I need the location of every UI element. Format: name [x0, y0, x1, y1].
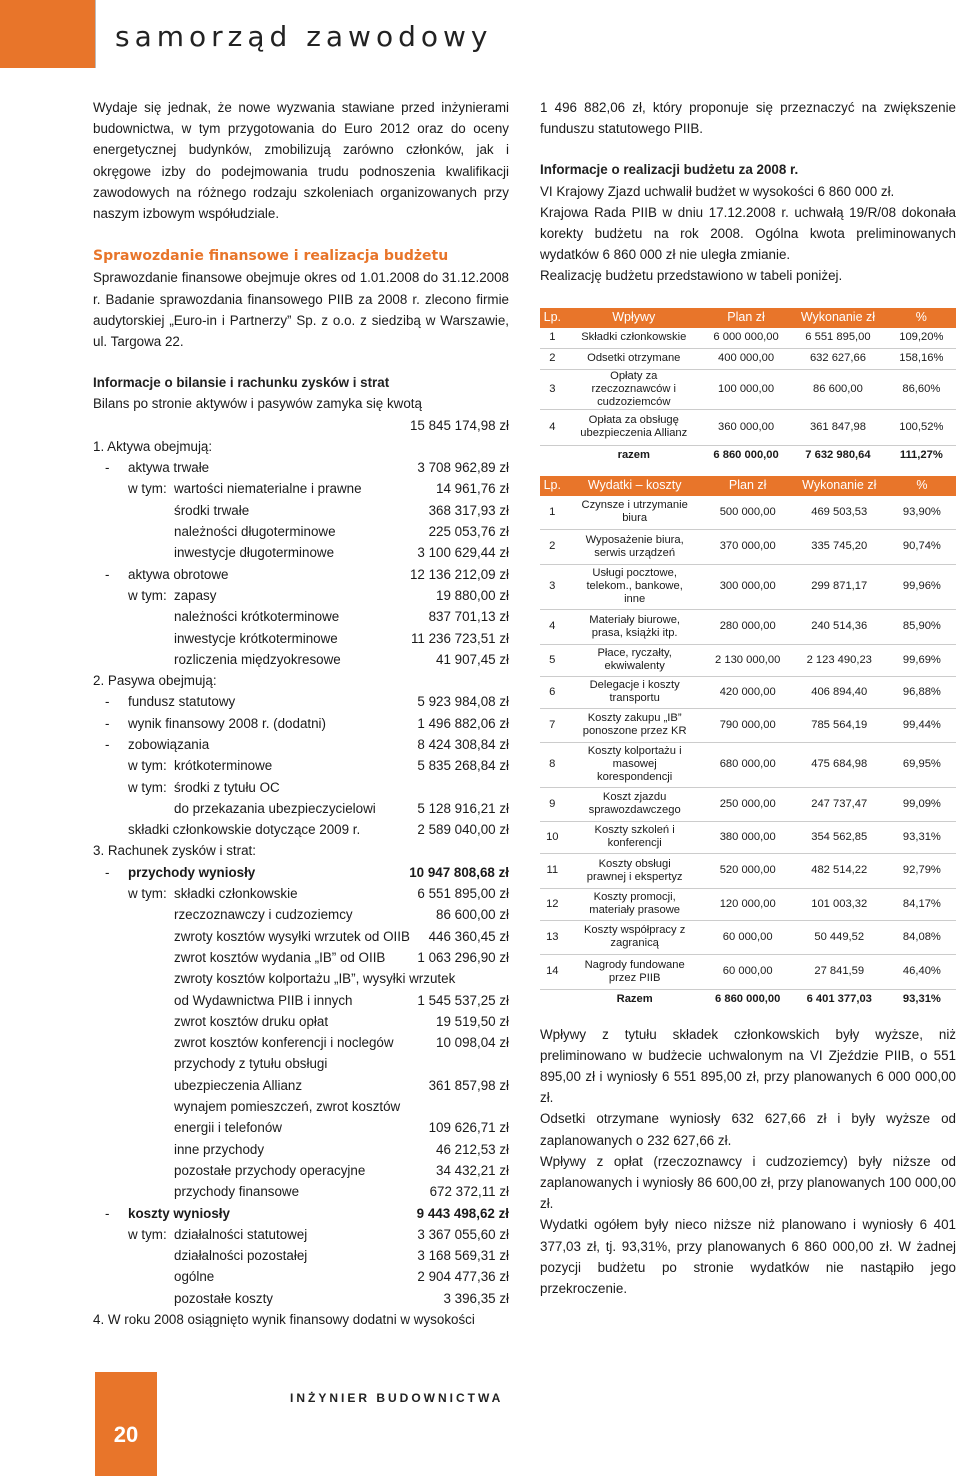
- table-cell: 12: [546, 897, 559, 910]
- line-label: przychody z tytułu obsługi: [174, 1056, 328, 1072]
- expense-table: [540, 476, 956, 1010]
- table-row: [540, 609, 956, 644]
- table-cell: 520 000,00: [719, 864, 776, 877]
- line-value: 41 907,45 zł: [436, 651, 509, 667]
- line-label: środki z tytułu OC: [174, 779, 280, 795]
- table-cell: 93,90%: [902, 505, 941, 518]
- table-cell: Koszty obsługi prawnej i ekspertyz: [586, 857, 683, 883]
- table-cell: Koszty współpracy z zagranicą: [583, 924, 686, 950]
- table-cell: 2: [549, 352, 556, 365]
- line-value: 837 701,13 zł: [428, 609, 509, 625]
- line-label: zapasy: [174, 587, 217, 603]
- line-label: aktywa obrotowe: [128, 566, 229, 582]
- table-cell: 400 000,00: [718, 352, 775, 365]
- line-value: 34 432,21 zł: [436, 1162, 509, 1178]
- budget-paragraph-a: VI Krajowy Zjazd uchwalił budżet w wysokości 6 860 000 zł.: [540, 183, 895, 199]
- table-cell: 280 000,00: [719, 620, 776, 633]
- financial-line: [93, 1011, 509, 1032]
- line-label: przychody wyniosły: [128, 864, 256, 880]
- line-label: wynajem pomieszczeń, zwrot kosztów: [174, 1099, 401, 1115]
- table-cell: 86,60%: [902, 382, 941, 395]
- line-value: 10 947 808,68 zł: [409, 864, 509, 880]
- column-header: Lp.: [540, 476, 565, 496]
- table-cell: 3: [549, 382, 556, 395]
- line-label: składki członkowskie: [174, 886, 298, 902]
- table-cell: Opłaty za rzeczoznawców i cudzoziemców: [591, 369, 677, 408]
- column-header: Wykonanie zł: [789, 308, 886, 328]
- summary-paragraph-1: Wpływy z tytułu składek członkowskich były wyższe, niż preliminowano w budżecie uchwalonym na VI Zjeździe PIIB, o 551 895,00 zł i wyniosły 6 551 895,00 zł, przy planowanych 6 000 000,00 zł.: [540, 1026, 956, 1106]
- total-cell: razem: [617, 449, 650, 462]
- financial-report-heading: Sprawozdanie finansowe i realizacja budżetu: [93, 248, 449, 265]
- bullet-dash: -: [105, 737, 110, 752]
- line-label: aktywa trwałe: [128, 460, 210, 476]
- table-cell: 354 562,85: [811, 830, 868, 843]
- financial-line: [93, 1032, 509, 1053]
- financial-line: [93, 521, 509, 542]
- financial-line: [93, 755, 509, 776]
- financial-line: [93, 1309, 509, 1330]
- line-value: 368 317,93 zł: [428, 502, 509, 518]
- line-value: 5 923 984,08 zł: [417, 694, 509, 710]
- table-cell: 6 551 895,00: [805, 331, 871, 344]
- table-cell: 2 130 000,00: [715, 653, 781, 666]
- line-label: wynik finansowy 2008 r. (dodatni): [128, 715, 326, 731]
- financial-line: [93, 926, 509, 947]
- summary-paragraph-4: Wydatki ogółem były nieco niższe niż planowano i wyniosły 6 401 377,03 zł, tj. 93,31%, przy planowanych 6 860 000,00 zł. W żadnej pozycji budżetu po stronie wydatków nie nastąpiło jego przekroczenie.: [540, 1217, 956, 1297]
- table-cell: 6: [549, 685, 556, 698]
- financial-line: [93, 1075, 509, 1096]
- line-label: wartości niematerialne i prawne: [174, 481, 362, 497]
- line-value: 1 545 537,25 zł: [417, 992, 509, 1008]
- table-cell: Materiały biurowe, prasa, książki itp.: [589, 613, 681, 639]
- line-label: działalności statutowej: [174, 1226, 308, 1242]
- total-row: [540, 989, 956, 1010]
- column-header: Plan zł: [705, 476, 791, 496]
- line-value: 1 063 296,90 zł: [417, 949, 509, 965]
- line-value: 6 551 895,00 zł: [417, 886, 509, 902]
- budget-heading: Informacje o realizacji budżetu za 2008 r.: [540, 162, 799, 178]
- table-cell: Składki członkowskie: [581, 331, 687, 344]
- line-value: 8 424 308,84 zł: [417, 737, 509, 752]
- table-row: [540, 920, 956, 954]
- table-cell: Czynsze i utrzymanie biura: [581, 499, 688, 525]
- table-cell: 86 600,00: [813, 382, 863, 395]
- line-value: 2 589 040,00 zł: [417, 822, 509, 838]
- table-cell: 785 564,19: [811, 718, 868, 731]
- line-label: inwestycje długoterminowe: [174, 545, 335, 561]
- total-cell: 111,27%: [899, 449, 943, 462]
- table-row: [540, 529, 956, 564]
- financial-lines: [93, 436, 509, 1330]
- financial-line: [93, 1266, 509, 1287]
- financial-line: [93, 904, 509, 925]
- table-cell: [540, 989, 565, 1010]
- table-cell: 101 003,32: [811, 897, 868, 910]
- summary-paragraph-3: Wpływy z opłat (rzeczoznawcy i cudzoziemcy) były niższe od zaplanowanych i wyniosły 86 600,00 zł, przy planowanych 100 000,00 zł.: [540, 1153, 956, 1212]
- line-value: 2 904 477,36 zł: [417, 1269, 509, 1285]
- column-header: %: [887, 308, 956, 328]
- in-which-label: w tym:: [128, 587, 167, 603]
- table-cell: 361 847,98: [809, 420, 866, 433]
- financial-line: [93, 628, 509, 649]
- table-row: [540, 564, 956, 609]
- line-label: krótkoterminowe: [174, 758, 273, 774]
- bullet-dash: -: [105, 715, 110, 731]
- line-label: fundusz statutowy: [128, 694, 236, 710]
- table-cell: 250 000,00: [719, 797, 776, 810]
- table-cell: 482 514,22: [811, 864, 868, 877]
- financial-line: [93, 1053, 509, 1074]
- total-cell: 6 860 000,00: [713, 449, 779, 462]
- line-label: zobowiązania: [128, 737, 210, 752]
- table-cell: 420 000,00: [719, 685, 776, 698]
- financial-line: [93, 606, 509, 627]
- line-label: koszty wyniosły: [128, 1205, 230, 1221]
- table-cell: 790 000,00: [719, 718, 776, 731]
- table-row: [540, 496, 956, 530]
- line-value: 19 519,50 zł: [436, 1013, 509, 1029]
- line-value: 225 053,76 zł: [428, 524, 509, 540]
- table-cell: Opłata za obsługę ubezpieczenia Allianz: [580, 414, 688, 440]
- financial-line: [93, 1160, 509, 1181]
- line-label: środki trwałe: [174, 502, 250, 518]
- table-cell: Koszty kolportażu i masowej korespondencji: [587, 745, 682, 784]
- table-cell: 6 000 000,00: [713, 331, 779, 344]
- table-row: [540, 742, 956, 787]
- line-value: 3 396,35 zł: [443, 1290, 509, 1306]
- financial-line: [93, 691, 509, 712]
- table-cell: Koszty szkoleń i konferencji: [594, 824, 675, 850]
- financial-line: [93, 968, 509, 989]
- table-cell: 100 000,00: [718, 382, 775, 395]
- column-header: %: [888, 476, 956, 496]
- line-label: rozliczenia międzyokresowe: [174, 651, 341, 667]
- line-label: ogólne: [174, 1269, 215, 1285]
- table-cell: 360 000,00: [718, 420, 775, 433]
- table-cell: Wyposażenie biura, serwis urządzeń: [585, 533, 684, 559]
- financial-line: [93, 1245, 509, 1266]
- financial-line: [93, 649, 509, 670]
- table-cell: 50 449,52: [814, 930, 865, 943]
- table-cell: 380 000,00: [719, 830, 776, 843]
- line-value: 10 098,04 zł: [436, 1035, 509, 1051]
- table-cell: 60 000,00: [722, 930, 773, 943]
- line-label: inne przychody: [174, 1141, 265, 1157]
- table-cell: 5: [549, 653, 556, 666]
- table-cell: 99,69%: [902, 653, 941, 666]
- line-label: od Wydawnictwa PIIB i innych: [174, 992, 353, 1008]
- table-cell: 14: [546, 965, 559, 978]
- summary-paragraph-2: Odsetki otrzymane wyniosły 632 627,66 zł i były wyższe od zaplanowanych o 232 627,66 zł.: [540, 1111, 956, 1148]
- financial-line: [93, 883, 509, 904]
- table-cell: 3: [549, 580, 556, 593]
- table-cell: 4: [549, 420, 556, 433]
- financial-line: [93, 713, 509, 734]
- table-cell: 100,52%: [899, 420, 944, 433]
- table-cell: 8: [549, 758, 556, 771]
- line-value: 9 443 498,62 zł: [416, 1205, 509, 1221]
- table-cell: 1: [549, 331, 556, 344]
- table-cell: 99,44%: [902, 718, 941, 731]
- table-cell: 632 627,66: [809, 352, 866, 365]
- in-which-label: w tym:: [128, 481, 167, 497]
- table-cell: [540, 445, 565, 466]
- table-cell: Koszty promocji, materiały prasowe: [589, 891, 681, 917]
- total-cell: 93,31%: [902, 993, 941, 1006]
- line-value: 86 600,00 zł: [436, 907, 509, 923]
- table-cell: 85,90%: [902, 620, 941, 633]
- table-cell: 469 503,53: [811, 505, 868, 518]
- table-row: [540, 644, 956, 676]
- result-allocation-paragraph: 1 496 882,06 zł, który proponuje się przeznaczyć na zwiększenie funduszu statutowego PIIB.: [540, 100, 956, 137]
- line-value: 3 708 962,89 zł: [417, 460, 509, 476]
- financial-line: [93, 862, 509, 883]
- financial-line: [93, 947, 509, 968]
- financial-line: [93, 457, 509, 478]
- table-cell: 1: [549, 505, 556, 518]
- table-cell: 46,40%: [902, 965, 941, 978]
- table-row: [540, 787, 956, 821]
- line-label: 3. Rachunek zysków i strat:: [93, 843, 256, 859]
- table-cell: 2: [549, 540, 556, 553]
- table-cell: 92,79%: [902, 864, 941, 877]
- line-value: 1 496 882,06 zł: [417, 715, 509, 731]
- line-value: 446 360,45 zł: [428, 928, 509, 944]
- financial-line: [93, 585, 509, 606]
- table-cell: Koszty zakupu „IB” ponoszone przez KR: [582, 712, 687, 738]
- bullet-dash: -: [105, 1205, 110, 1221]
- financial-line: [93, 734, 509, 755]
- line-value: 12 136 212,09 zł: [409, 566, 509, 582]
- balance-heading: Informacje o bilansie i rachunku zysków i strat: [93, 375, 390, 391]
- header-divider: [95, 0, 96, 68]
- table-cell: 475 684,98: [811, 758, 868, 771]
- financial-line: [93, 436, 509, 457]
- financial-line: [93, 798, 509, 819]
- financial-line: [93, 670, 509, 691]
- in-which-label: w tym:: [128, 779, 167, 795]
- total-cell: Razem: [616, 993, 653, 1006]
- total-cell: 7 632 980,64: [805, 449, 871, 462]
- table-row: [540, 954, 956, 989]
- line-value: 3 100 629,44 zł: [417, 545, 509, 561]
- column-header: Wpływy: [565, 308, 703, 328]
- column-header: Wykonanie zł: [791, 476, 888, 496]
- table-cell: 680 000,00: [719, 758, 776, 771]
- table-cell: 158,16%: [899, 352, 944, 365]
- financial-line: [93, 777, 509, 798]
- line-label: do przekazania ubezpieczycielowi: [174, 800, 376, 816]
- line-value: 3 367 055,60 zł: [417, 1226, 509, 1242]
- table-cell: Usługi pocztowe, telekom., bankowe, inne: [586, 567, 683, 606]
- table-cell: 90,74%: [902, 540, 941, 553]
- income-table: [540, 308, 956, 466]
- line-label: rzeczoznawczy i cudzoziemcy: [174, 907, 353, 923]
- table-cell: 84,08%: [902, 930, 941, 943]
- table-cell: 109,20%: [899, 331, 944, 344]
- line-label: 2. Pasywa obejmują:: [93, 673, 217, 689]
- line-label: pozostałe koszty: [174, 1290, 273, 1306]
- line-value: 361 857,98 zł: [428, 1077, 509, 1093]
- line-label: energii i telefonów: [174, 1120, 282, 1136]
- line-label: pozostałe przychody operacyjne: [174, 1162, 366, 1178]
- financial-line: [93, 1181, 509, 1202]
- total-cell: 6 860 000,00: [715, 993, 781, 1006]
- financial-line: [93, 1224, 509, 1245]
- financial-line: [93, 1096, 509, 1117]
- financial-line: [93, 1203, 509, 1224]
- table-cell: 2 123 490,23: [806, 653, 872, 666]
- column-header: Plan zł: [703, 308, 789, 328]
- line-label: 4. W roku 2008 osiągnięto wynik finansowy dodatni w wysokości: [93, 1312, 475, 1328]
- table-cell: 10: [546, 830, 559, 843]
- balance-paragraph: Bilans po stronie aktywów i pasywów zamyka się kwotą: [93, 396, 422, 412]
- table-row: [540, 409, 956, 445]
- financial-line: [93, 819, 509, 840]
- bullet-dash: -: [105, 460, 110, 476]
- table-cell: 500 000,00: [719, 505, 776, 518]
- financial-line: [93, 500, 509, 521]
- table-cell: Odsetki otrzymane: [587, 352, 681, 365]
- table-cell: 370 000,00: [719, 540, 776, 553]
- table-cell: 299 871,17: [811, 580, 868, 593]
- table-cell: 93,31%: [902, 830, 941, 843]
- in-which-label: w tym:: [128, 758, 167, 774]
- line-value: 11 236 723,51 zł: [410, 630, 509, 646]
- line-value: 3 168 569,31 zł: [417, 1248, 509, 1264]
- financial-line: [93, 1288, 509, 1309]
- table-cell: 406 894,40: [811, 685, 868, 698]
- balance-total: 15 845 174,98 zł: [409, 417, 509, 433]
- line-value: 19 880,00 zł: [436, 587, 509, 603]
- table-cell: 7: [549, 718, 556, 731]
- table-row: [540, 821, 956, 853]
- budget-paragraph-b: Krajowa Rada PIIB w dniu 17.12.2008 r. uchwałą 19/R/08 dokonała korekty budżetu na rok 2008. Ogólna kwota preliminowanych wydatków 6 860 000 zł nie uległa zmianie.: [540, 204, 956, 263]
- table-cell: 27 841,59: [814, 965, 865, 978]
- table-row: [540, 853, 956, 888]
- budget-paragraph-c: Realizację budżetu przedstawiono w tabeli poniżej.: [540, 268, 843, 284]
- header-accent-block: [0, 0, 95, 68]
- table-row: [540, 348, 956, 369]
- line-value: 5 128 916,21 zł: [417, 800, 509, 816]
- bullet-dash: -: [105, 566, 110, 582]
- table-cell: Nagrody fundowane przez PIIB: [584, 958, 685, 984]
- column-header: Wydatki – koszty: [565, 476, 705, 496]
- table-cell: 247 737,47: [811, 797, 868, 810]
- table-cell: 300 000,00: [719, 580, 776, 593]
- line-label: zwrot kosztów wydania „IB” od OIIB: [174, 949, 386, 965]
- right-column: [540, 97, 956, 1299]
- total-cell: 6 401 377,03: [806, 993, 872, 1006]
- table-row: [540, 708, 956, 742]
- in-which-label: w tym:: [128, 1226, 167, 1242]
- bullet-dash: -: [105, 694, 110, 710]
- table-row: [540, 328, 956, 349]
- line-label: przychody finansowe: [174, 1184, 300, 1200]
- financial-line: [93, 840, 509, 861]
- left-column: [93, 97, 509, 1330]
- table-cell: 99,96%: [902, 580, 941, 593]
- table-cell: 13: [546, 930, 559, 943]
- financial-line: [93, 542, 509, 563]
- column-header: Lp.: [540, 308, 565, 328]
- line-label: zwrot kosztów konferencji i noclegów: [174, 1035, 394, 1051]
- table-cell: Delegacje i koszty transportu: [589, 679, 680, 705]
- financial-line: [93, 990, 509, 1011]
- table-cell: 96,88%: [902, 685, 941, 698]
- line-label: zwroty kosztów wysyłki wrzutek od OIIB: [174, 928, 410, 944]
- line-label: zwrot kosztów druku opłat: [174, 1013, 329, 1029]
- table-cell: 69,95%: [902, 758, 941, 771]
- table-cell: 120 000,00: [719, 897, 776, 910]
- financial-line: [93, 564, 509, 585]
- intro-paragraph: Wydaje się jednak, że nowe wyzwania stawiane przed inżynierami budownictwa, w tym przygotowania do Euro 2012 oraz do oceny energetycznej budynków, zmobilizują zarówno członków, jak i okręgowe izby do podejmowania trudu podnoszenia kwalifikacji zawodowych na różnego rodzaju szkoleniach organizowanych przy naszym izbowym współudziale.: [93, 100, 509, 222]
- line-value: 46 212,53 zł: [436, 1141, 509, 1157]
- table-cell: 99,09%: [902, 797, 941, 810]
- table-cell: 4: [549, 620, 556, 633]
- table-cell: 240 514,36: [811, 620, 868, 633]
- table-cell: Płace, ryczałty, ekwiwalenty: [597, 647, 672, 673]
- section-title: samorząd zawodowy: [115, 20, 493, 53]
- line-value: 109 626,71 zł: [428, 1120, 509, 1136]
- table-cell: 84,17%: [902, 897, 941, 910]
- line-label: inwestycje krótkoterminowe: [174, 630, 338, 646]
- financial-line: [93, 1139, 509, 1160]
- line-label: należności długoterminowe: [174, 524, 336, 540]
- in-which-label: w tym:: [128, 886, 167, 902]
- page-number: 20: [95, 1372, 157, 1476]
- line-value: 672 372,11 zł: [429, 1184, 509, 1200]
- line-value: 5 835 268,84 zł: [417, 758, 509, 774]
- table-cell: 60 000,00: [722, 965, 773, 978]
- table-cell: Koszt zjazdu sprawozdawczego: [588, 791, 681, 817]
- financial-line: [93, 478, 509, 499]
- table-row: [540, 888, 956, 920]
- total-row: [540, 445, 956, 466]
- line-label: składki członkowskie dotyczące 2009 r.: [128, 822, 361, 838]
- table-row: [540, 676, 956, 708]
- table-row: [540, 369, 956, 409]
- line-label: należności krótkoterminowe: [174, 609, 340, 625]
- line-label: działalności pozostałej: [174, 1248, 308, 1264]
- line-value: 14 961,76 zł: [436, 481, 509, 497]
- line-label: ubezpieczenia Allianz: [174, 1077, 303, 1093]
- financial-line: [93, 1117, 509, 1138]
- line-label: 1. Aktywa obejmują:: [93, 438, 213, 454]
- table-cell: 9: [549, 797, 556, 810]
- table-cell: 335 745,20: [811, 540, 868, 553]
- financial-report-paragraph: Sprawozdanie finansowe obejmuje okres od 1.01.2008 do 31.12.2008 r. Badanie sprawozdania finansowego PIIB za 2008 r. zlecono firmie audytorskiej „Euro-in i Partnerzy” Sp. z o.o. z siedzibą w Warszawie, ul. Targowa 22.: [93, 270, 509, 350]
- table-cell: 11: [546, 864, 559, 877]
- bullet-dash: -: [105, 864, 110, 880]
- line-label: zwroty kosztów kolportażu „IB”, wysyłki wrzutek: [174, 971, 456, 987]
- magazine-title: INŻYNIER BUDOWNICTWA: [290, 1391, 504, 1405]
